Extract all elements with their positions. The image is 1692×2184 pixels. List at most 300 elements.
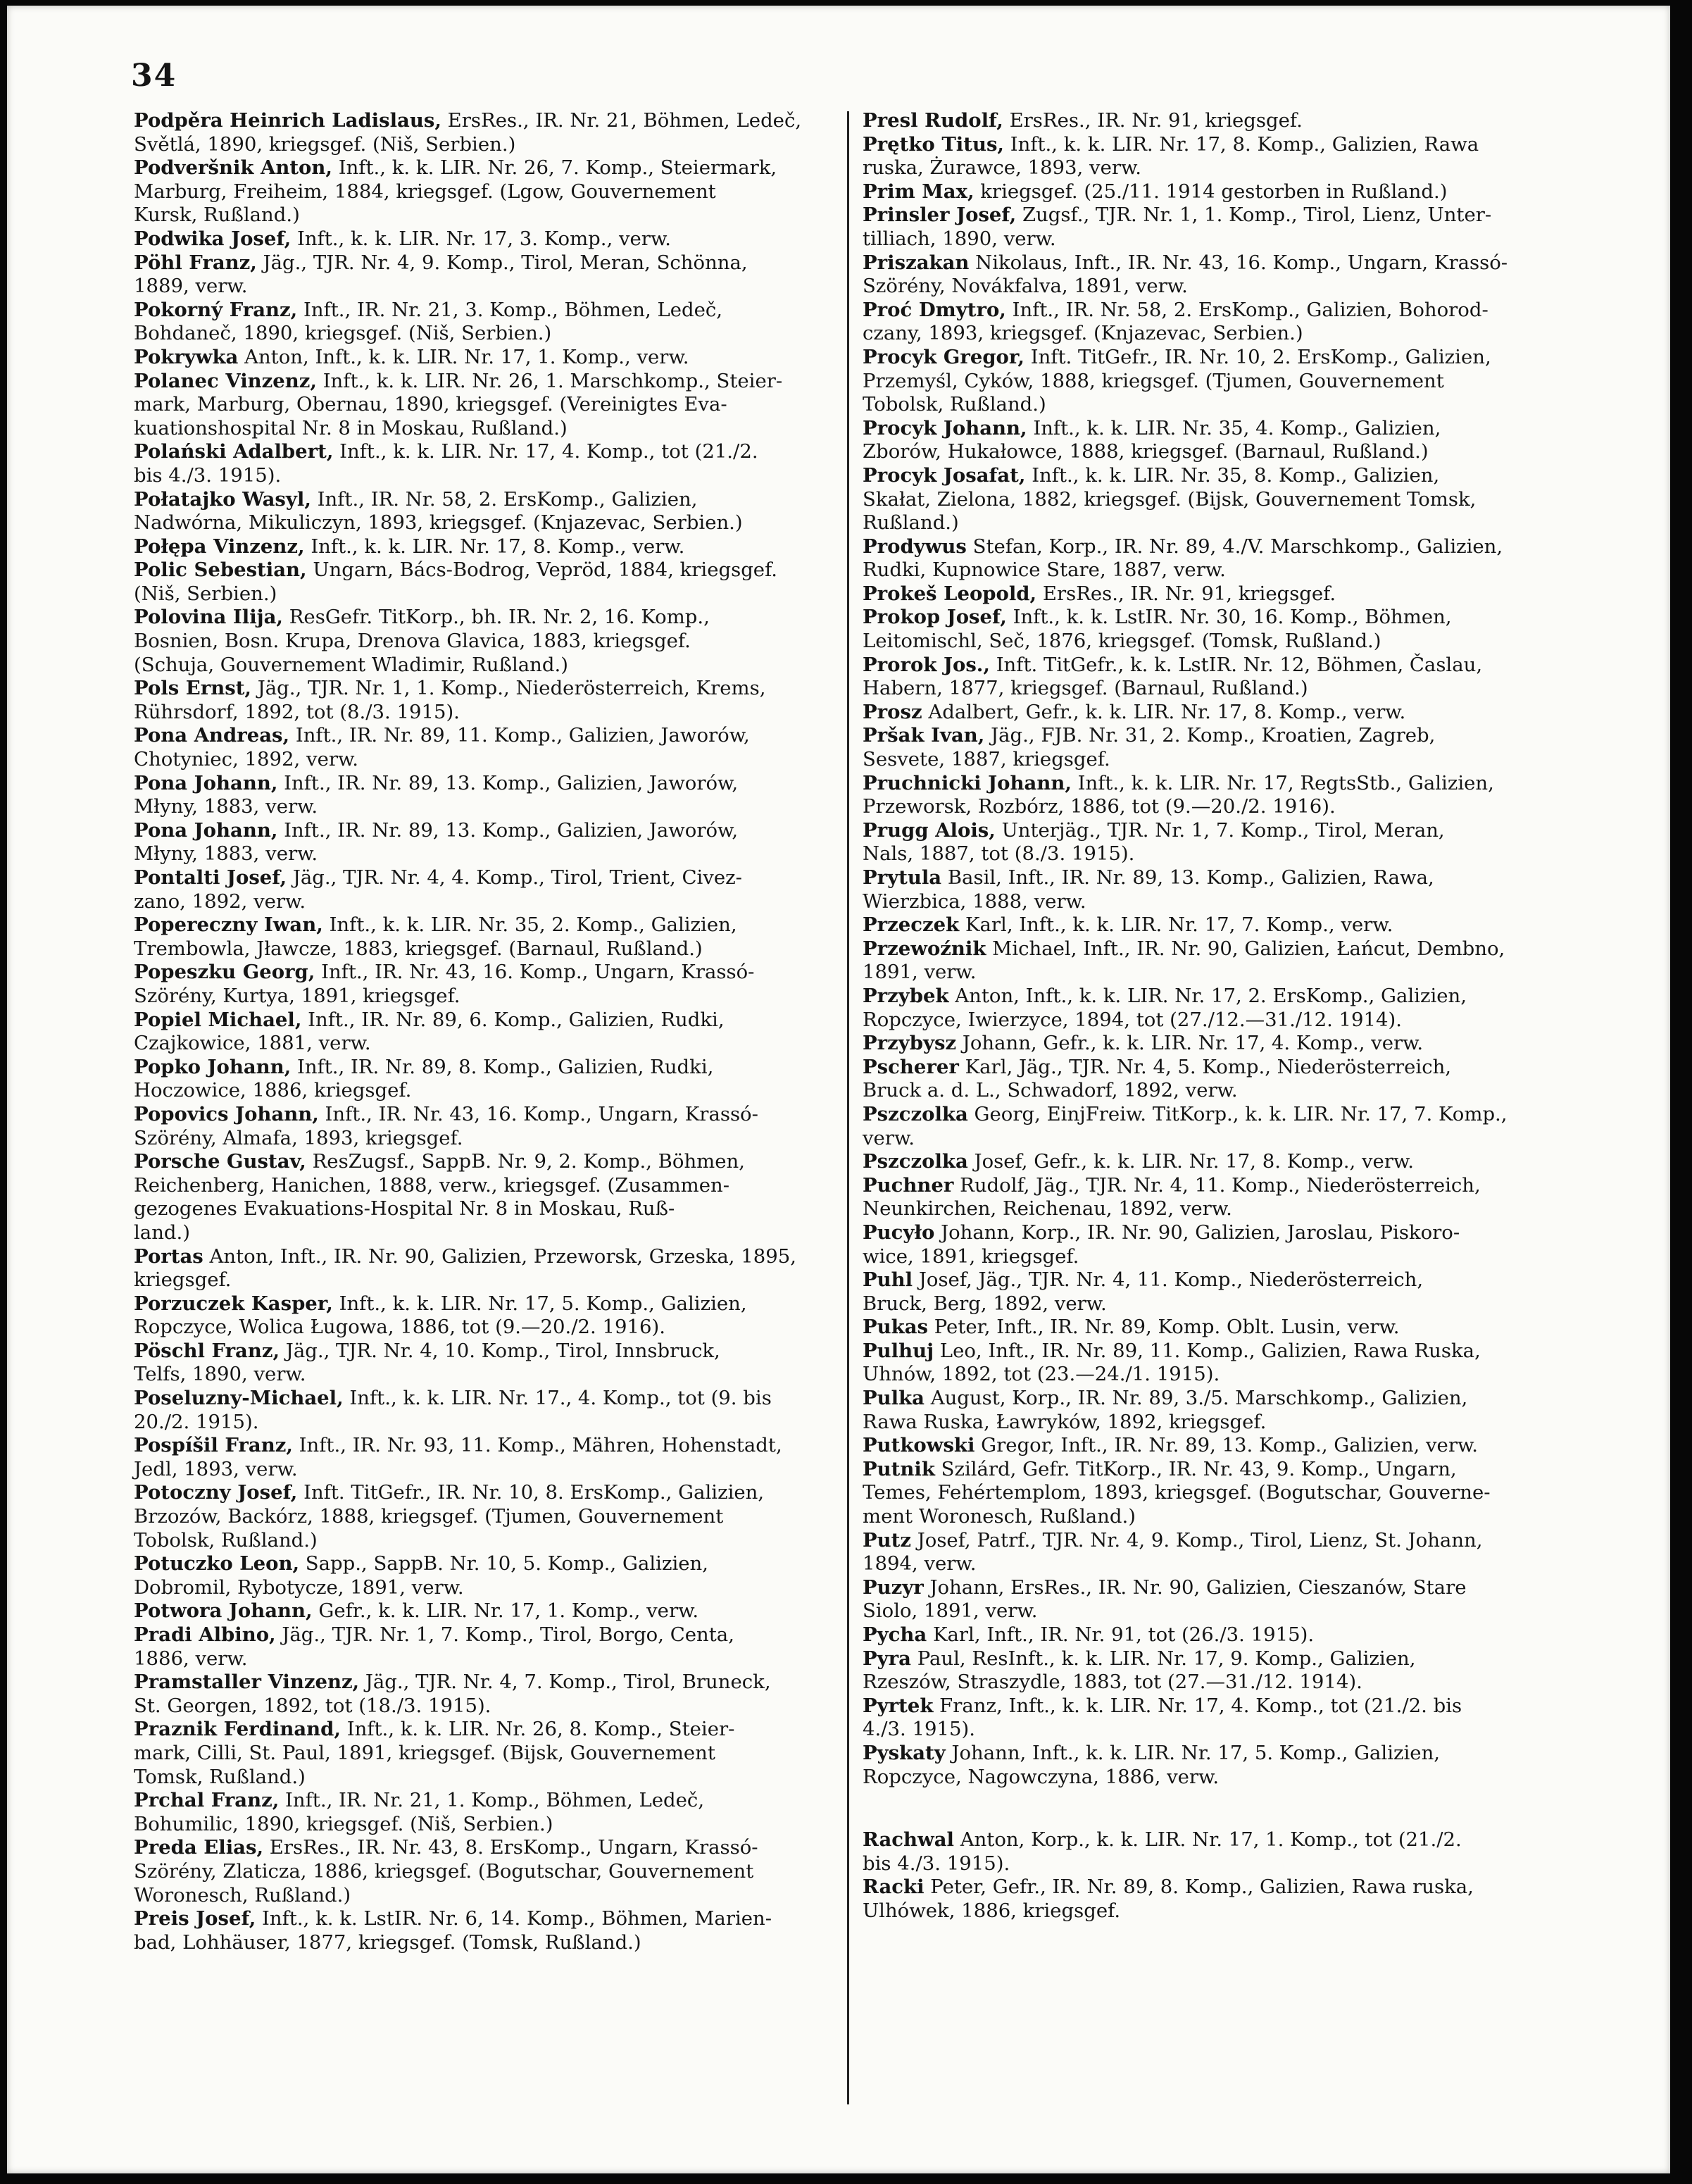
register-entry [863, 819, 1560, 866]
entry-name: Pradi Albino, [134, 1623, 276, 1646]
entry-line [863, 1623, 1560, 1647]
entry-line: bad, Lohhäuser, 1877, kriegsgef. (Tomsk, Rußland.) [134, 1930, 641, 1954]
entry-details: Anton, Inft., k. k. LIR. Nr. 17, 2. ErsKomp., Galizien, [948, 984, 1467, 1007]
entry-line: Rußland.) [863, 511, 959, 535]
register-entry [863, 109, 1560, 133]
entry-line: Bohumilic, 1890, kriegsgef. (Niš, Serbien.) [134, 1812, 553, 1835]
register-entry [134, 488, 831, 535]
entry-line [863, 582, 1560, 606]
entry-details: Gefr., k. k. LIR. Nr. 17, 1. Komp., verw. [312, 1599, 699, 1623]
register-entry [863, 204, 1560, 251]
entry-line: 4./3. 1915). [863, 1718, 975, 1741]
entry-name: Preda Elias, [134, 1836, 264, 1859]
register-entry [134, 1552, 831, 1599]
entry-details: Johann, Gefr., k. k. LIR. Nr. 17, 4. Komp., verw. [956, 1032, 1424, 1055]
entry-name: Procyk Josafat, [863, 463, 1026, 487]
entry-name: Portas [134, 1244, 203, 1268]
register-entry [863, 1876, 1560, 1923]
entry-line [134, 535, 831, 559]
entry-line: Wierzbica, 1888, verw. [863, 890, 1086, 913]
entry-details: Inft., k. k. LstIR. Nr. 30, 16. Komp., Böhmen, [1006, 606, 1452, 629]
entry-line: Skałat, Zielona, 1882, kriegsgef. (Bijsk, Gouvernement Tomsk, [863, 487, 1477, 511]
entry-line: Bruck, Berg, 1892, verw. [863, 1292, 1107, 1315]
register-entry [134, 156, 831, 227]
entry-line [863, 416, 1560, 441]
entry-line [134, 1434, 831, 1458]
entry-name: Pöschl Franz, [134, 1339, 280, 1362]
entry-line: Szörény, Kurtya, 1891, kriegsgef. [134, 984, 460, 1007]
entry-details: Basil, Inft., IR. Nr. 89, 13. Komp., Galizien, Rawa, [941, 866, 1434, 889]
entry-line [134, 1055, 831, 1080]
entry-details: Jäg., TJR. Nr. 4, 9. Komp., Tirol, Meran, Schönna, [256, 251, 748, 274]
entry-line: Tobolsk, Rußland.) [134, 1528, 318, 1552]
entry-line: kuationshospital Nr. 8 in Moskau, Rußland.) [134, 416, 568, 439]
entry-line [134, 440, 831, 464]
entry-line: Dobromil, Rybotycze, 1891, verw. [134, 1575, 464, 1599]
entry-name: Polovina Ilija, [134, 606, 283, 629]
entry-line [134, 771, 831, 796]
entry-name: Popko Johann, [134, 1055, 292, 1078]
register-entry [863, 1387, 1560, 1434]
register-entry [863, 606, 1560, 653]
entry-details: Inft., k. k. LIR. Nr. 17, 5. Komp., Galizien, [332, 1292, 747, 1315]
entry-line: Zborów, Hukałowce, 1888, kriegsgef. (Barnaul, Rußland.) [863, 440, 1429, 463]
entry-details: Leo, Inft., IR. Nr. 89, 11. Komp., Galizien, Rawa Ruska, [934, 1339, 1481, 1362]
entry-name: Puchner [863, 1173, 954, 1197]
entry-line: land.) [134, 1221, 190, 1244]
entry-details: Inft., IR. Nr. 89, 6. Komp., Galizien, Rudki, [301, 1008, 725, 1031]
entry-details: Inft., IR. Nr. 89, 11. Komp., Galizien, Jaworów, [289, 724, 750, 747]
entry-name: Racki [863, 1876, 925, 1899]
entry-line [863, 1647, 1560, 1671]
entry-details: Johann, Inft., k. k. LIR. Nr. 17, 5. Komp., Galizien, [945, 1741, 1441, 1764]
entry-name: Putnik [863, 1457, 935, 1480]
entry-name: Praznik Ferdinand, [134, 1718, 341, 1741]
entry-name: Pokrywka [134, 345, 239, 368]
entry-name: Przybek [863, 984, 949, 1007]
entry-name: Pršak Ivan, [863, 724, 985, 747]
register-entry [863, 1268, 1560, 1316]
entry-details: Karl, Inft., k. k. LIR. Nr. 17, 7. Komp., verw. [959, 913, 1393, 937]
entry-line [134, 961, 831, 985]
register-entry [134, 1599, 831, 1623]
register-entry [863, 1056, 1560, 1103]
entry-line [134, 156, 831, 180]
entry-line: Szörény, Novákfalva, 1891, verw. [863, 275, 1188, 298]
register-entry [134, 1340, 831, 1387]
entry-name: Prchal Franz, [134, 1789, 280, 1812]
entry-line [863, 298, 1560, 323]
entry-line: Temes, Fehértemplom, 1893, kriegsgef. (Bogutschar, Gouverne- [863, 1481, 1491, 1504]
entry-name: Pöhl Franz, [134, 251, 257, 274]
register-entry [134, 1789, 831, 1836]
register-entry [134, 1292, 831, 1340]
entry-name: Pospíšil Franz, [134, 1434, 293, 1457]
entry-line [863, 1173, 1560, 1198]
entry-name: Putkowski [863, 1434, 975, 1457]
entry-line [863, 1102, 1560, 1127]
entry-details: Inft., k. k. LIR. Nr. 17, 3. Komp., verw. [291, 227, 671, 250]
register-entry [863, 913, 1560, 937]
entry-line [863, 1316, 1560, 1340]
entry-line: 1886, verw. [134, 1647, 248, 1670]
entry-details: Michael, Inft., IR. Nr. 90, Galizien, Łańcut, Dembno, [986, 937, 1505, 960]
entry-name: Prim Max, [863, 180, 975, 203]
entry-details: Inft., k. k. LstIR. Nr. 6, 14. Komp., Böhmen, Marien- [256, 1907, 772, 1930]
entry-line [863, 1457, 1560, 1482]
entry-line [134, 251, 831, 275]
register-entry [134, 606, 831, 677]
entry-line [134, 1552, 831, 1576]
register-entry [863, 701, 1560, 725]
register-entry [863, 1458, 1560, 1529]
entry-line: Leitomischl, Seč, 1876, kriegsgef. (Tomsk, Rußland.) [863, 630, 1381, 653]
entry-name: Puhl [863, 1268, 913, 1292]
entry-line [863, 180, 1560, 204]
entry-details: Inft., IR. Nr. 93, 11. Komp., Mähren, Hohenstadt, [292, 1434, 782, 1457]
entry-line [134, 1150, 831, 1174]
entry-line [863, 535, 1560, 559]
entry-details: Ungarn, Bács-Bodrog, Vepröd, 1884, kriegsgef. [306, 559, 778, 582]
entry-line [863, 1741, 1560, 1766]
register-entry [134, 227, 831, 251]
entry-line [134, 369, 831, 394]
entry-line [863, 1221, 1560, 1245]
entry-details: ResZugsf., SappB. Nr. 9, 2. Komp., Böhmen, [306, 1150, 745, 1173]
register-entry [134, 1056, 831, 1103]
register-entry [134, 1836, 831, 1907]
entry-name: Pyra [863, 1647, 911, 1670]
entry-name: Puzyr [863, 1575, 924, 1599]
entry-details: Anton, Korp., k. k. LIR. Nr. 17, 1. Komp., tot (21./2. [953, 1828, 1462, 1852]
register-entry [134, 724, 831, 771]
document-page [7, 6, 1670, 2173]
entry-line [134, 559, 831, 582]
register-entry [134, 677, 831, 724]
entry-line [863, 771, 1560, 796]
entry-details: Zugsf., TJR. Nr. 1, 1. Komp., Tirol, Lienz, Unter- [1016, 204, 1492, 227]
entry-line [134, 1102, 831, 1127]
entry-line [134, 1292, 831, 1316]
register-entry [863, 724, 1560, 771]
entry-name: Popovics Johann, [134, 1102, 319, 1125]
register-entry [134, 109, 831, 156]
entry-details: ErsRes., IR. Nr. 43, 8. ErsKomp., Ungarn, Krassó- [263, 1836, 758, 1859]
register-entry [134, 1718, 831, 1789]
register-entry [863, 1150, 1560, 1174]
entry-line [863, 251, 1560, 275]
entry-line [863, 1339, 1560, 1364]
entry-line [863, 866, 1560, 890]
entry-details: Paul, ResInft., k. k. LIR. Nr. 17, 9. Komp., Galizien, [910, 1647, 1416, 1670]
entry-line: Ulhówek, 1886, kriegsgef. [863, 1899, 1121, 1922]
entry-line: Bohdaneč, 1890, kriegsgef. (Niš, Serbien.) [134, 322, 552, 345]
entry-name: Pulhuj [863, 1339, 934, 1362]
entry-line: Ropczyce, Iwierzyce, 1894, tot (27./12.—31./12. 1914). [863, 1008, 1403, 1031]
entry-line [863, 1032, 1560, 1056]
entry-line: Rührsdorf, 1892, tot (8./3. 1915). [134, 700, 460, 723]
entry-name: Prętko Titus, [863, 132, 1004, 156]
entry-details: Inft., IR. Nr. 21, 3. Komp., Böhmen, Ledeč, [297, 298, 723, 321]
entry-line [863, 1150, 1560, 1174]
entry-details: Inft., IR. Nr. 58, 2. ErsKomp., Galizien, [311, 487, 698, 511]
entry-line: czany, 1893, kriegsgef. (Knjazevac, Serbien.) [863, 322, 1303, 345]
entry-name: Potwora Johann, [134, 1599, 313, 1623]
entry-line: gezogenes Evakuations-Hospital Nr. 8 in Moskau, Ruß- [134, 1197, 675, 1221]
register-entry [134, 1434, 831, 1481]
entry-line [863, 1528, 1560, 1553]
entry-details: Karl, Jäg., TJR. Nr. 4, 5. Komp., Niederösterreich, [958, 1055, 1452, 1078]
entry-details: Inft., IR. Nr. 89, 13. Komp., Galizien, Jaworów, [277, 771, 739, 794]
entry-line: Nadwórna, Mikuliczyn, 1893, kriegsgef. (Knjazevac, Serbien.) [134, 511, 743, 535]
entry-name: Pols Ernst, [134, 677, 251, 700]
entry-line [863, 913, 1560, 937]
entry-name: Putz [863, 1528, 911, 1552]
entry-name: Podveršnik Anton, [134, 156, 332, 180]
entry-line: Uhnów, 1892, tot (23.—24./1. 1915). [863, 1363, 1220, 1386]
entry-line: bis 4./3. 1915). [134, 463, 282, 487]
entry-line: (Niš, Serbien.) [134, 582, 277, 605]
entry-line [134, 345, 831, 370]
register-entry [863, 582, 1560, 606]
entry-details: Inft., k. k. LIR. Nr. 26, 1. Marschkomp., Steier- [316, 369, 783, 392]
entry-line: 20./2. 1915). [134, 1410, 259, 1433]
entry-details: Inft., IR. Nr. 89, 13. Komp., Galizien, Jaworów, [277, 818, 739, 842]
register-entry [863, 1221, 1560, 1268]
entry-details: ErsRes., IR. Nr. 91, kriegsgef. [1036, 582, 1336, 605]
entry-details: Inft., k. k. LIR. Nr. 17., 4. Komp., tot (9. bis [343, 1387, 772, 1410]
entry-line [134, 866, 831, 890]
register-entry [134, 535, 831, 559]
entry-line [134, 818, 831, 843]
register-entry [134, 1623, 831, 1671]
register-entry [134, 346, 831, 370]
register-entry [134, 1387, 831, 1434]
register-entry [863, 654, 1560, 701]
entry-line [134, 1836, 831, 1860]
entry-name: Porsche Gustav, [134, 1150, 306, 1173]
entry-line: wice, 1891, kriegsgef. [863, 1244, 1079, 1268]
entry-line: zano, 1892, verw. [134, 890, 306, 913]
entry-name: Potoczny Josef, [134, 1481, 298, 1504]
register-entry [134, 866, 831, 913]
entry-name: Rachwal [863, 1828, 954, 1852]
entry-name: Popeszku Georg, [134, 961, 315, 984]
entry-line: Ropczyce, Nagowczyna, 1886, verw. [863, 1765, 1220, 1788]
entry-details: Inft., k. k. LIR. Nr. 17, 8. Komp., verw. [304, 535, 685, 558]
entry-line [134, 1481, 831, 1505]
entry-details: Inft., IR. Nr. 58, 2. ErsKomp., Galizien, Bohorod- [1005, 298, 1489, 321]
entry-line: 1889, verw. [134, 275, 248, 298]
entry-details: Jäg., TJR. Nr. 4, 10. Komp., Tirol, Innsbruck, [280, 1339, 720, 1362]
entry-details: Anton, Inft., k. k. LIR. Nr. 17, 1. Komp., verw. [238, 345, 689, 368]
entry-details: Jäg., TJR. Nr. 4, 4. Komp., Tirol, Trient, Civez- [287, 866, 742, 889]
entry-name: Pukas [863, 1316, 929, 1339]
entry-name: Pona Johann, [134, 771, 278, 794]
entry-line: Kursk, Rußland.) [134, 204, 300, 227]
entry-line: Czajkowice, 1881, verw. [134, 1032, 371, 1055]
entry-line [134, 1623, 831, 1647]
entry-details: Inft., k. k. LIR. Nr. 26, 7. Komp., Steiermark, [332, 156, 777, 180]
entry-name: Priszakan [863, 251, 970, 274]
entry-line: bis 4./3. 1915). [863, 1852, 1010, 1875]
entry-name: Poseluzny-Michael, [134, 1387, 344, 1410]
register-entry [863, 1103, 1560, 1150]
entry-name: Polański Adalbert, [134, 440, 334, 463]
register-entry [863, 180, 1560, 204]
entry-name: Pulka [863, 1387, 925, 1410]
register-entry [863, 1742, 1560, 1789]
entry-details: Inft., IR. Nr. 43, 16. Komp., Ungarn, Krassó- [315, 961, 755, 984]
entry-details: Johann, ErsRes., IR. Nr. 90, Galizien, Cieszanów, Stare [923, 1575, 1467, 1599]
entry-line [134, 1339, 831, 1364]
entry-name: Pyrtek [863, 1694, 934, 1717]
entry-line: Tomsk, Rußland.) [134, 1765, 306, 1788]
entry-name: Procyk Gregor, [863, 345, 1024, 368]
register-entry [134, 1907, 831, 1954]
entry-name: Pucyło [863, 1221, 935, 1244]
entry-line [134, 1387, 831, 1411]
right-column [863, 109, 1560, 1923]
entry-line: Chotyniec, 1892, verw. [134, 748, 359, 771]
register-entry [863, 417, 1560, 464]
entry-line: verw. [863, 1126, 915, 1149]
entry-details: Jäg., TJR. Nr. 4, 7. Komp., Tirol, Bruneck, [359, 1671, 771, 1694]
register-entry [863, 772, 1560, 819]
entry-line [863, 1828, 1560, 1852]
entry-details: Inft., k. k. LIR. Nr. 35, 2. Komp., Galizien, [322, 913, 737, 937]
entry-line: Woronesch, Rußland.) [134, 1883, 351, 1907]
entry-details: Gregor, Inft., IR. Nr. 89, 13. Komp., Galizien, verw. [975, 1434, 1478, 1457]
register-entry [134, 961, 831, 1008]
entry-line: Ropczyce, Wolica Ługowa, 1886, tot (9.—20./2. 1916). [134, 1316, 665, 1339]
register-entry [863, 1576, 1560, 1623]
entry-details: Unterjäg., TJR. Nr. 1, 7. Komp., Tirol, Meran, [995, 818, 1445, 842]
entry-name: Prinsler Josef, [863, 204, 1017, 227]
entry-line [134, 109, 831, 133]
register-entry [134, 370, 831, 441]
entry-details: Peter, Inft., IR. Nr. 89, Komp. Oblt. Lusin, verw. [928, 1316, 1400, 1339]
entry-name: Pontalti Josef, [134, 866, 287, 889]
entry-name: Prorok Jos., [863, 653, 990, 676]
entry-line: kriegsgef. [134, 1268, 232, 1292]
entry-line [863, 984, 1560, 1009]
entry-line [863, 653, 1560, 678]
entry-name: Przeczek [863, 913, 960, 937]
entry-line: St. Georgen, 1892, tot (18./3. 1915). [134, 1694, 491, 1717]
entry-details: Josef, Patrf., TJR. Nr. 4, 9. Komp., Tirol, Lienz, St. Johann, [911, 1528, 1483, 1552]
entry-name: Preis Josef, [134, 1907, 256, 1930]
entry-line: Marburg, Freiheim, 1884, kriegsgef. (Lgow, Gouvernement [134, 180, 716, 203]
register-entry [134, 1150, 831, 1244]
entry-line [863, 204, 1560, 227]
entry-details: kriegsgef. (25./11. 1914 gestorben in Rußland.) [974, 180, 1448, 203]
register-entry [863, 535, 1560, 582]
entry-details: ErsRes., IR. Nr. 91, kriegsgef. [1003, 109, 1303, 132]
entry-details: Inft., k. k. LIR. Nr. 17, 4. Komp., tot (21./2. [333, 440, 758, 463]
entry-line [134, 1599, 831, 1623]
register-entry [863, 1174, 1560, 1221]
entry-details: ResGefr. TitKorp., bh. IR. Nr. 2, 16. Komp., [282, 606, 710, 629]
entry-line [134, 677, 831, 701]
entry-name: Popiel Michael, [134, 1008, 302, 1031]
entry-details: Johann, Korp., IR. Nr. 90, Galizien, Jaroslau, Piskoro- [934, 1221, 1460, 1244]
entry-line [863, 463, 1560, 488]
register-entry [863, 1340, 1560, 1387]
register-entry [863, 1529, 1560, 1576]
entry-line: Tobolsk, Rußland.) [863, 393, 1046, 416]
entry-line: ruska, Żurawce, 1893, verw. [863, 156, 1142, 180]
entry-details: Stefan, Korp., IR. Nr. 89, 4./V. Marschkomp., Galizien, [966, 535, 1503, 558]
entry-line [134, 1244, 831, 1269]
entry-name: Presl Rudolf, [863, 109, 1003, 132]
entry-name: Pramstaller Vinzenz, [134, 1671, 360, 1694]
entry-name: Polanec Vinzenz, [134, 369, 317, 392]
entry-line [134, 487, 831, 512]
entry-line: Nals, 1887, tot (8./3. 1915). [863, 842, 1135, 866]
entry-name: Pokorný Franz, [134, 298, 298, 321]
register-entry [863, 1828, 1560, 1876]
entry-line: mark, Marburg, Obernau, 1890, kriegsgef. (Vereinigtes Eva- [134, 393, 727, 416]
entry-name: Pszczolka [863, 1102, 968, 1125]
entry-details: August, Korp., IR. Nr. 89, 3./5. Marschkomp., Galizien, [925, 1387, 1468, 1410]
entry-details: Inft. TitGefr., IR. Nr. 10, 2. ErsKomp., Galizien, [1024, 345, 1491, 368]
entry-details: Peter, Gefr., IR. Nr. 89, 8. Komp., Galizien, Rawa ruska, [924, 1876, 1474, 1899]
register-entry [134, 1481, 831, 1552]
entry-line [863, 937, 1560, 961]
entry-line: Telfs, 1890, verw. [134, 1363, 306, 1386]
entry-line: Przeworsk, Rozbórz, 1886, tot (9.—20./2. 1916). [863, 795, 1336, 818]
entry-name: Prugg Alois, [863, 818, 996, 842]
entry-details: Karl, Inft., IR. Nr. 91, tot (26./3. 1915). [927, 1623, 1315, 1646]
entry-name: Podpěra Heinrich Ladislaus, [134, 109, 441, 132]
entry-name: Połatajko Wasyl, [134, 487, 311, 511]
entry-name: Prytula [863, 866, 942, 889]
entry-line [863, 1876, 1560, 1899]
entry-details: Anton, Inft., IR. Nr. 90, Galizien, Przeworsk, Grzeska, 1895, [203, 1244, 796, 1268]
entry-line: Rudki, Kupnowice Stare, 1887, verw. [863, 559, 1226, 582]
register-entry [134, 251, 831, 299]
register-entry [863, 1647, 1560, 1695]
entry-line: Młyny, 1883, verw. [134, 795, 318, 818]
register-entry [134, 1009, 831, 1056]
entry-line [863, 606, 1560, 630]
entry-details: Jäg., FJB. Nr. 31, 2. Komp., Kroatien, Zagreb, [984, 724, 1436, 747]
left-column [134, 109, 831, 1954]
entry-line [863, 724, 1560, 748]
entry-line: Hoczowice, 1886, kriegsgef. [134, 1079, 412, 1102]
entry-details: Inft., k. k. LIR. Nr. 17, 8. Komp., Galizien, Rawa [1004, 132, 1479, 156]
entry-name: Popereczny Iwan, [134, 913, 323, 937]
entry-details: Nikolaus, Inft., IR. Nr. 43, 16. Komp., Ungarn, Krassó- [969, 251, 1508, 274]
entry-line: Przemyśl, Cyków, 1888, kriegsgef. (Tjumen, Gouvernement [863, 369, 1444, 392]
register-entry [863, 937, 1560, 985]
register-entry [863, 464, 1560, 535]
entry-name: Potuczko Leon, [134, 1552, 300, 1575]
register-entry [863, 251, 1560, 299]
entry-name: Porzuczek Kasper, [134, 1292, 333, 1315]
entry-details: Inft. TitGefr., IR. Nr. 10, 8. ErsKomp., Galizien, [297, 1481, 765, 1504]
entry-name: Polic Sebestian, [134, 559, 307, 582]
entry-name: Prokeš Leopold, [863, 582, 1037, 605]
entry-line: 1891, verw. [863, 961, 977, 984]
entry-line [863, 132, 1560, 157]
entry-line [134, 1718, 831, 1742]
entry-line: Szörény, Almafa, 1893, kriegsgef. [134, 1126, 463, 1149]
entry-line: Sesvete, 1887, kriegsgef. [863, 748, 1110, 771]
register-entry [134, 772, 831, 819]
entry-name: Pscherer [863, 1055, 959, 1078]
